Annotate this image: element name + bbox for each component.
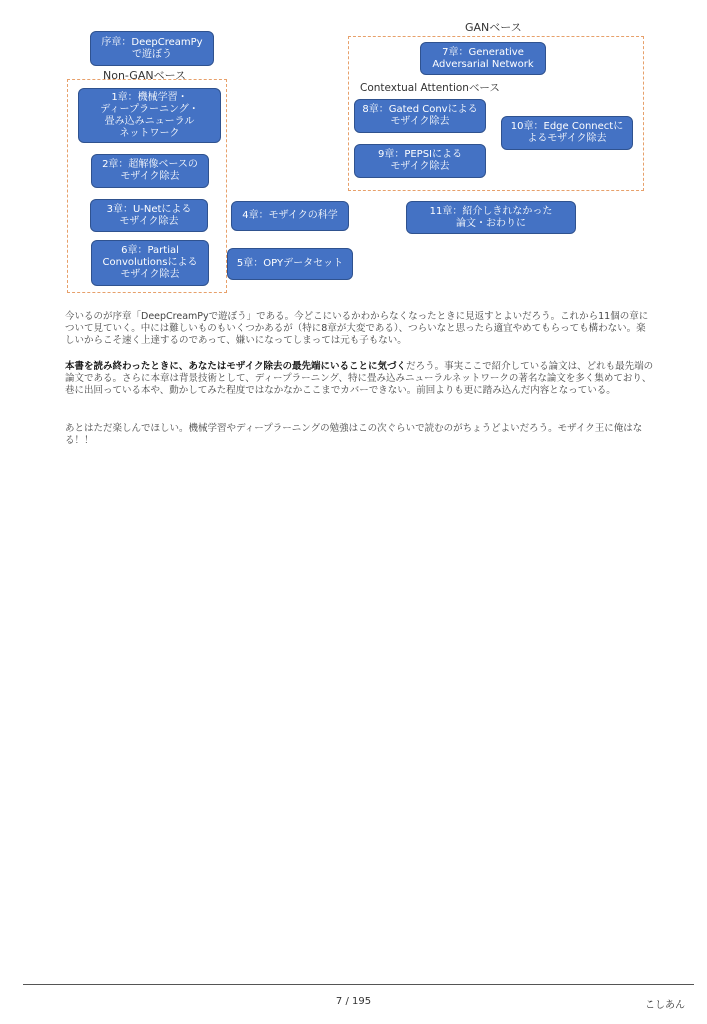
contextual-attention-group-label: Contextual Attentionベース bbox=[360, 82, 500, 94]
paragraph-2 bbox=[65, 361, 655, 397]
paragraph-2-bold: 本書を読み終わったときに、あなたはモザイク除去の最先端にいることに気づく bbox=[65, 361, 407, 372]
chapter-8-node: 8章：Gated Convによる モザイク除去 bbox=[354, 99, 486, 133]
non-gan-group-label: Non-GANベース bbox=[103, 69, 187, 82]
chapter-3-node: 3章：U-Netによる モザイク除去 bbox=[90, 199, 208, 232]
chapter-5-node: 5章：OPYデータセット bbox=[227, 248, 353, 280]
chapter-0-node: 序章：DeepCreamPy で遊ぼう bbox=[90, 31, 214, 66]
footer-author: こしあん bbox=[645, 1000, 685, 1011]
chapter-9-node: 9章：PEPSIによる モザイク除去 bbox=[354, 144, 486, 178]
gan-group-label: GANベース bbox=[465, 21, 522, 34]
chapter-2-node: 2章：超解像ベースの モザイク除去 bbox=[91, 154, 209, 188]
paragraph-1: 今いるのが序章「DeepCreamPyで遊ぼう」である。今どこにいるかわからなくなったときに見返すとよいだろう。これから11個の章について見ていく。中には難しいものもいくつかあるが（特に8章が大変である）、つらいなと思ったら適宜やめてもらっても構わない。楽しいからこそ速く上達するのであって、嫌いになってしまっては元も子もない。 bbox=[65, 311, 649, 346]
chapter-10-node: 10章：Edge Connectに よるモザイク除去 bbox=[501, 116, 633, 150]
chapter-4-node: 4章：モザイクの科学 bbox=[231, 201, 349, 231]
footer-divider bbox=[23, 984, 694, 985]
chapter-7-node: 7章：Generative Adversarial Network bbox=[420, 42, 546, 75]
chapter-11-node: 11章：紹介しきれなかった 論文・おわりに bbox=[406, 201, 576, 234]
page-number: 7 / 195 bbox=[335, 996, 372, 1007]
paragraph-2-rest: だろう。事実ここで紹介している論文は、どれも最先端の論文である。さらに本章は背景技術として、ディープラーニング、特に畳み込みニューラルネットワークの著名な論文を多く集めており、巷に出回っている本や、動かしてみた程度ではなかなかここまでカバーできない。前回よりも更に踏み込んだ内容となっている。 bbox=[65, 361, 654, 396]
paragraph-3: あとはただ楽しんでほしい。機械学習やディープラーニングの勉強はこの次ぐらいで読むのがちょうどよいだろう。モザイク王に俺はなる！！ bbox=[65, 423, 643, 446]
chapter-6-node: 6章：Partial Convolutionsによる モザイク除去 bbox=[91, 240, 209, 286]
chapter-1-node: 1章：機械学習・ ディープラーニング・ 畳み込みニューラル ネットワーク bbox=[78, 88, 221, 143]
